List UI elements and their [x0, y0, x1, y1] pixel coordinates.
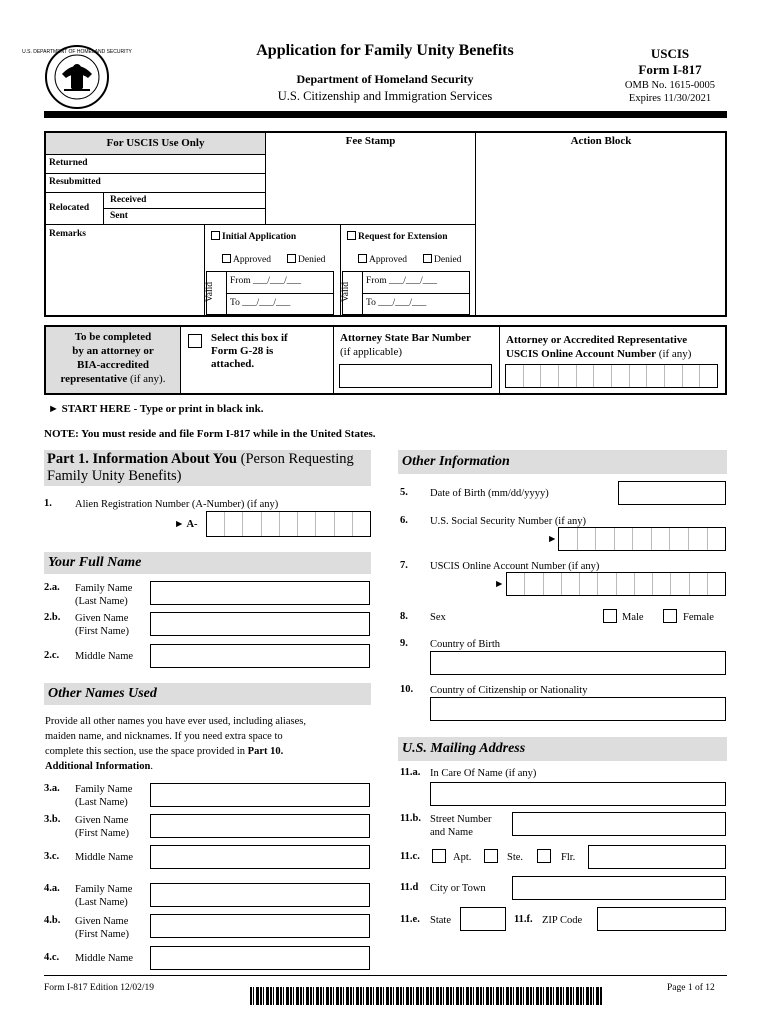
attorney-text-line: To be completed: [74, 331, 152, 343]
q11a-number: 11.a.: [400, 767, 421, 778]
attorney-account-input[interactable]: [505, 364, 718, 388]
citizenship-input[interactable]: [430, 697, 726, 721]
q10-number: 10.: [400, 684, 414, 695]
divider: [46, 173, 265, 174]
label-line: Family Name: [75, 884, 133, 895]
state-select[interactable]: [460, 907, 506, 931]
part1-title: [47, 451, 369, 485]
female-label: Female: [683, 612, 714, 623]
part1-title-sub: (Person Requesting Family Unity Benefits): [47, 451, 354, 484]
checkbox-icon: [347, 231, 356, 240]
valid-label: Valid: [205, 281, 216, 303]
instruction-line: Provide all other names you have ever used, including aliases,: [45, 716, 306, 727]
apt-label: Apt.: [453, 852, 472, 863]
q3c-number: 3.c.: [44, 851, 60, 862]
divider: [362, 293, 470, 294]
other-family-name-input-1[interactable]: [150, 783, 370, 807]
request-extension-label: Request for Extension: [358, 232, 448, 242]
q3a-number: 3.a.: [44, 783, 60, 794]
other-family-name-input-2[interactable]: [150, 883, 370, 907]
apt-checkbox[interactable]: [432, 849, 446, 863]
to-label: To: [366, 298, 376, 308]
full-name-header: Your Full Name: [44, 552, 371, 574]
q11d-label: City or Town: [430, 883, 486, 894]
date-blank: ___/___/___: [242, 298, 291, 308]
date-blank: ___/___/___: [252, 276, 301, 286]
g28-checkbox[interactable]: [188, 334, 202, 348]
instruction-bold: Additional Information: [45, 761, 151, 772]
instruction-line: .: [150, 761, 153, 772]
q11f-number: 11.f.: [514, 914, 533, 925]
unit-number-input[interactable]: [588, 845, 726, 869]
q11e-label: State: [430, 915, 451, 926]
initial-approved-option[interactable]: [222, 254, 271, 265]
part1-title-bold: Part 1. Information About You: [47, 451, 237, 467]
other-middle-name-input-2[interactable]: [150, 946, 370, 970]
q10-label: Country of Citizenship or Nationality: [430, 685, 588, 696]
label-line: Given Name: [75, 815, 129, 826]
q6-label: U.S. Social Security Number (if any): [430, 516, 587, 527]
acct-label-strong: USCIS Online Account Number: [506, 348, 657, 360]
svg-text:U.S. DEPARTMENT OF HOMELAND SE: U.S. DEPARTMENT OF HOMELAND SECURITY: [22, 49, 132, 55]
q11a-label: In Care Of Name (if any): [430, 768, 537, 779]
divider: [475, 133, 476, 315]
g28-text-line: Form G-28 is: [211, 345, 274, 357]
use-only-label: For USCIS Use Only: [106, 137, 205, 149]
divider: [333, 327, 334, 393]
attorney-text-line: BIA-accredited: [77, 359, 149, 371]
q3a-label: [75, 783, 132, 809]
q1-label: Alien Registration Number (A-Number) (if any): [75, 499, 279, 510]
sent-label: Sent: [110, 211, 128, 221]
initial-to[interactable]: [230, 298, 290, 308]
to-label: To: [230, 298, 240, 308]
instruction-bold: Part 10.: [247, 746, 284, 757]
request-extension-option[interactable]: [347, 231, 448, 242]
other-given-name-input-2[interactable]: [150, 914, 370, 938]
label-line: Family Name: [75, 784, 133, 795]
acct-label-2: [506, 348, 691, 360]
male-checkbox[interactable]: [603, 609, 617, 623]
q3c-label: Middle Name: [75, 852, 134, 863]
q4c-number: 4.c.: [44, 952, 60, 963]
dhs-seal: [22, 44, 132, 110]
q8-number: 8.: [400, 611, 408, 622]
divider: [46, 154, 265, 155]
arrow-icon: ►: [547, 534, 558, 545]
received-label: Received: [110, 195, 147, 205]
divider: [499, 327, 500, 393]
q4a-label: [75, 883, 132, 909]
q11c-number: 11.c.: [400, 851, 420, 862]
uscis-account-input[interactable]: [506, 572, 726, 596]
q4c-label: Middle Name: [75, 953, 134, 964]
g28-text: [211, 332, 288, 371]
q7-number: 7.: [400, 560, 408, 571]
q2a-number: 2.a.: [44, 582, 60, 593]
denied-label: Denied: [298, 255, 326, 265]
a-number-input[interactable]: [206, 511, 371, 537]
label-line: (Last Name): [75, 797, 128, 808]
from-label: From: [366, 276, 387, 286]
attorney-instructions: [46, 330, 180, 386]
q11b-label: [430, 813, 492, 839]
g28-text-line: attached.: [211, 358, 255, 370]
q3b-number: 3.b.: [44, 814, 61, 825]
q9-label: Country of Birth: [430, 639, 500, 650]
barcode-icon: [250, 987, 602, 1005]
fee-stamp-label: Fee Stamp: [345, 135, 396, 147]
divider: [103, 208, 265, 209]
label-line: (First Name): [75, 929, 129, 940]
form-title: Application for Family Unity Benefits: [256, 42, 514, 59]
q1-number: 1.: [44, 498, 52, 509]
family-name-input[interactable]: [150, 581, 370, 605]
g28-text-line: Select this box if: [211, 332, 288, 344]
checkbox-icon: [287, 254, 296, 263]
label-line: (First Name): [75, 626, 129, 637]
remarks-label: Remarks: [49, 229, 86, 239]
note-text: NOTE: You must reside and file Form I-817 while in the United States.: [44, 428, 376, 440]
checkbox-icon: [211, 231, 220, 240]
bar-number-input[interactable]: [339, 364, 492, 388]
care-of-name-input[interactable]: [430, 782, 726, 806]
denied-label: Denied: [434, 255, 462, 265]
q2a-label: [75, 582, 132, 608]
acct-label-1: Attorney or Accredited Representative: [506, 334, 688, 346]
q2b-label: [75, 612, 129, 638]
a-number-prefix: ► A-: [174, 519, 198, 530]
q4b-number: 4.b.: [44, 915, 61, 926]
expiration-date: Expires 11/30/2021: [628, 93, 712, 104]
male-label: Male: [622, 612, 644, 623]
bar-number-hint: (if applicable): [340, 346, 402, 358]
initial-application-label: Initial Application: [222, 232, 297, 242]
label-line: Given Name: [75, 613, 129, 624]
label-line: and Name: [430, 827, 473, 838]
q8-label: Sex: [430, 612, 446, 623]
checkbox-icon: [423, 254, 432, 263]
ext-denied-option[interactable]: [423, 254, 461, 265]
from-label: From: [230, 276, 251, 286]
other-info-header: Other Information: [398, 450, 727, 474]
start-here: ► START HERE - Type or print in black ink.: [48, 403, 264, 415]
bar-number-label: Attorney State Bar Number: [340, 332, 471, 344]
zip-input[interactable]: [597, 907, 726, 931]
omb-number: OMB No. 1615-0005: [624, 80, 716, 91]
relocated-label: Relocated: [49, 203, 90, 213]
ext-from[interactable]: [366, 276, 437, 286]
returned-label: Returned: [49, 158, 88, 168]
ssn-input[interactable]: [558, 527, 726, 551]
ext-to[interactable]: [366, 298, 426, 308]
date-of-birth-input[interactable]: [618, 481, 726, 505]
q11f-label: ZIP Code: [542, 915, 583, 926]
approved-label: Approved: [233, 255, 271, 265]
city-input[interactable]: [512, 876, 726, 900]
arrow-icon: ►: [494, 579, 505, 590]
agency-name: U.S. Citizenship and Immigration Services: [277, 89, 493, 103]
label-line: Given Name: [75, 916, 129, 927]
dept-name: Department of Homeland Security: [296, 72, 474, 86]
q2c-label: Middle Name: [75, 651, 134, 662]
q6-number: 6.: [400, 515, 408, 526]
other-middle-name-input-1[interactable]: [150, 845, 370, 869]
uscis-label: USCIS: [650, 46, 690, 61]
approved-label: Approved: [369, 255, 407, 265]
label-line: (Last Name): [75, 897, 128, 908]
attorney-text-line: by an attorney or: [72, 345, 154, 357]
q5-label: Date of Birth (mm/dd/yyyy): [430, 488, 549, 499]
footer-rule: [44, 975, 727, 976]
given-name-input[interactable]: [150, 612, 370, 636]
attorney-text-line: (if any).: [130, 373, 166, 385]
label-line: Street Number: [430, 814, 492, 825]
date-blank: ___/___/___: [378, 298, 427, 308]
q7-label: USCIS Online Account Number (if any): [430, 561, 600, 572]
resubmitted-label: Resubmitted: [49, 177, 101, 187]
q4a-number: 4.a.: [44, 883, 60, 894]
label-line: (First Name): [75, 828, 129, 839]
date-blank: ___/___/___: [388, 276, 437, 286]
divider: [46, 192, 265, 193]
form-edition: Form I-817 Edition 12/02/19: [44, 983, 155, 993]
female-checkbox[interactable]: [663, 609, 677, 623]
q3b-label: [75, 814, 129, 840]
divider: [180, 327, 181, 393]
divider: [226, 293, 334, 294]
other-names-instructions: [45, 714, 375, 774]
country-of-birth-input[interactable]: [430, 651, 726, 675]
acct-label-hint: (if any): [658, 348, 692, 360]
page-number: Page 1 of 12: [667, 983, 715, 993]
header-rule: [44, 111, 727, 118]
instruction-line: complete this section, use the space provided in: [45, 746, 246, 757]
flr-label: Flr.: [561, 852, 576, 863]
street-input[interactable]: [512, 812, 726, 836]
action-block-label: Action Block: [570, 135, 632, 147]
instruction-line: maiden name, and nicknames. If you need extra space to: [45, 731, 283, 742]
q11e-number: 11.e.: [400, 914, 420, 925]
other-given-name-input-1[interactable]: [150, 814, 370, 838]
initial-application-option[interactable]: [211, 231, 296, 242]
q11d-number: 11.d: [400, 882, 419, 893]
label-line: Family Name: [75, 583, 133, 594]
q5-number: 5.: [400, 487, 408, 498]
q11b-number: 11.b.: [400, 813, 422, 824]
q4b-label: [75, 915, 129, 941]
middle-name-input[interactable]: [150, 644, 370, 668]
ext-approved-option[interactable]: [358, 254, 407, 265]
q2b-number: 2.b.: [44, 612, 61, 623]
initial-from[interactable]: [230, 276, 301, 286]
ste-label: Ste.: [507, 852, 524, 863]
checkbox-icon: [358, 254, 367, 263]
other-names-header: Other Names Used: [44, 683, 371, 705]
q2c-number: 2.c.: [44, 650, 60, 661]
label-line: (Last Name): [75, 596, 128, 607]
checkbox-icon: [222, 254, 231, 263]
flr-checkbox[interactable]: [537, 849, 551, 863]
attorney-text-line: representative: [60, 373, 128, 385]
mailing-address-header: U.S. Mailing Address: [398, 737, 727, 761]
initial-denied-option[interactable]: [287, 254, 325, 265]
form-number: Form I-817: [638, 62, 702, 77]
q9-number: 9.: [400, 638, 408, 649]
divider: [46, 224, 475, 225]
valid-label: Valid: [341, 281, 352, 303]
ste-checkbox[interactable]: [484, 849, 498, 863]
